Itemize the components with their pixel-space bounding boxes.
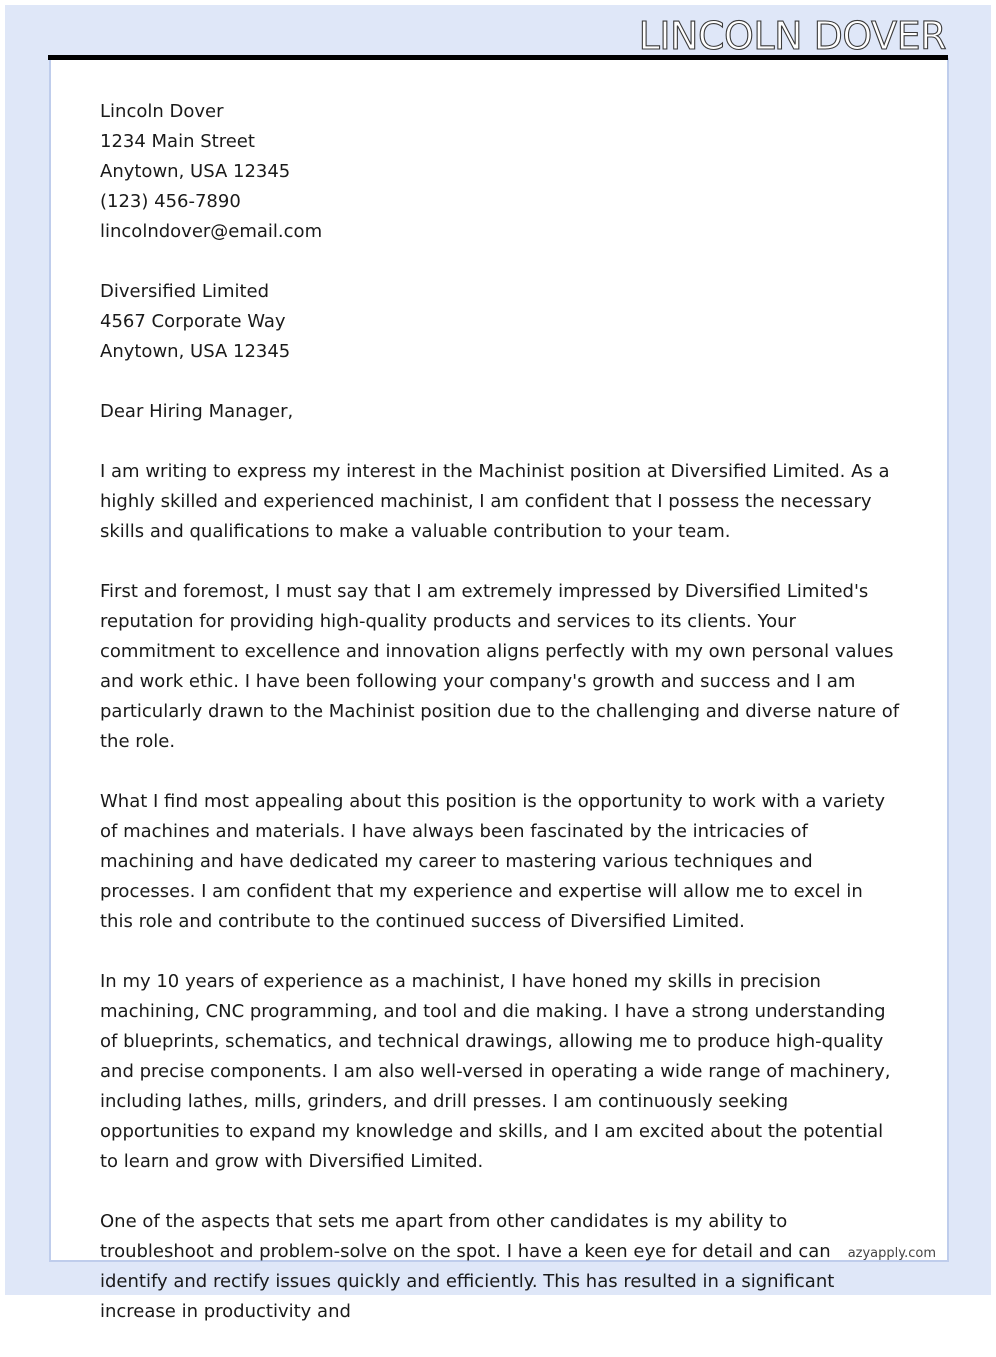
spacer: [100, 427, 900, 457]
sender-street: 1234 Main Street: [100, 131, 255, 152]
recipient-company: Diversified Limited: [100, 281, 270, 302]
recipient-street: 4567 Corporate Way: [100, 311, 286, 332]
watermark: azyapply.com: [847, 1246, 936, 1261]
paragraph-intro: I am writing to express my interest in the Machinist position at Diversified Limited. As a highly skilled and experienced machinist, I am confident that I possess the necessary skills and qualifications to make a valuable contribution to your team.: [100, 461, 890, 542]
spacer: [100, 367, 900, 397]
sender-name: Lincoln Dover: [100, 101, 224, 122]
recipient-block: [100, 277, 900, 367]
paragraph-appeal: What I find most appealing about this position is the opportunity to work with a variety of machines and materials. I have always been fascinated by the intricacies of machining and have dedicated my career to mastering various techniques and processes. I am confident that my experience and expertise will allow me to excel in this role and contribute to the continued success of Diversified Limited.: [100, 791, 885, 932]
spacer: [100, 247, 900, 277]
sender-phone: (123) 456-7890: [100, 191, 241, 212]
paragraph-strengths: One of the aspects that sets me apart from other candidates is my ability to troubleshoot and problem-solve on the spot. I have a keen eye for detail and can identify and rectify issues quickly and efficiently. This has resulted in a significant increase in productivity and: [100, 1211, 835, 1322]
paragraph-experience: In my 10 years of experience as a machinist, I have honed my skills in precision machining, CNC programming, and tool and die making. I have a strong understanding of blueprints, schematics, and technical drawings, allowing me to produce high-quality and precise components. I am also well-versed in operating a wide range of machinery, including lathes, mills, grinders, and drill presses. I am continuously seeking opportunities to expand my knowledge and skills, and I am excited about the potential to learn and grow with Diversified Limited.: [100, 971, 891, 1172]
recipient-city: Anytown, USA 12345: [100, 341, 291, 362]
sender-city: Anytown, USA 12345: [100, 161, 291, 182]
letter-body: [100, 97, 900, 1357]
header-name: LINCOLN DOVER: [638, 14, 946, 58]
salutation: Dear Hiring Manager,: [100, 401, 294, 422]
sender-email: lincolndover@email.com: [100, 221, 323, 242]
paragraph-company: First and foremost, I must say that I am extremely impressed by Diversified Limited's reputation for providing high-quality products and services to its clients. Your commitment to excellence and innovation aligns perfectly with my own personal values and work ethic. I have been following your company's growth and success and I am particularly drawn to the Machinist position due to the challenging and diverse nature of the role.: [100, 581, 900, 752]
sender-block: [100, 97, 900, 247]
